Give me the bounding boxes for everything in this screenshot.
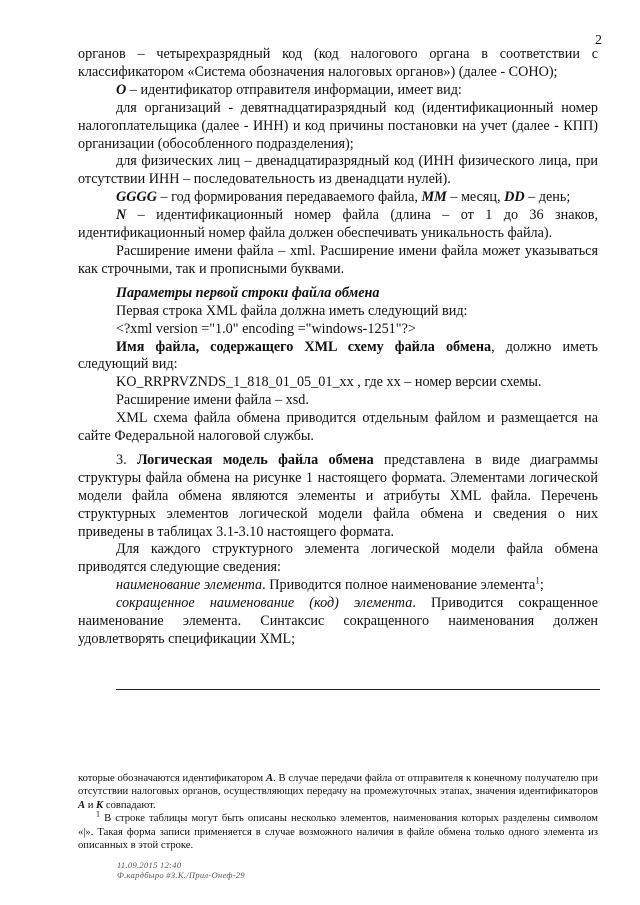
logical-model-label: Логическая модель файла обмена [136,451,374,468]
paragraph: для организаций - девятнадцатиразрядный код (идентификационный номер налогоплательщика (далее - ИНН) и код причины постановки на учет (далее - КПП) организации (обособленного подразделения); [78,99,598,152]
paragraph: для физических лиц – двенадцатиразрядный код (ИНН физического лица, при отсутствии ИНН – последовательность из двенадцати нулей). [78,153,598,188]
footnote-ref: 1 [535,575,540,586]
document-body [78,46,598,649]
section-heading: Параметры первой строки файла обмена [116,284,380,301]
paragraph: N – идентификационный номер файла (длина – от 1 до 36 знаков, идентификационный номер файла должен обеспечивать уникальность файла). [78,207,598,242]
page-number: 2 [595,33,602,48]
paragraph: Имя файла, содержащего XML схему файла обмена, должно иметь следующий вид: [78,338,598,373]
footnotes [78,772,598,852]
term-mm: MM [421,189,447,206]
paragraph: Для каждого структурного элемента логической модели файла обмена приводятся следующие сведения: [78,541,598,576]
term-n: N [116,207,127,224]
element-code-term: сокращенное наименование (код) элемента [116,595,413,612]
xml-declaration: <?xml version ="1.0" encoding ="windows-1251"?> [116,320,416,337]
schema-name-label: Имя файла, содержащего XML схему файла обмена [116,338,492,355]
paragraph: Первая строка XML файла должна иметь следующий вид: [116,302,468,319]
paragraph: Расширение имени файла – xsd. [116,392,309,409]
paragraph: сокращенное наименование (код) элемента. Приводится сокращенное наименование элемента. Синтаксис сокращенного наименования должен удовлетворять спецификации XML; [78,595,598,647]
paragraph: 3. Логическая модель файла обмена представлена в виде диаграммы структуры файла обмена на рисунке 1 настоящего формата. Элементами логической модели файла обмена являются элементы и атрибуты XML файла. Перечень структурных элементов логической модели файла обмена и сведения о них приведены в таблицах 3.1-3.10 настоящего формата. [78,451,599,540]
schema-file-name: KO_RRPRVZNDS_1_818_01_05_01_xx , где хх – номер версии схемы. [116,374,542,391]
print-stamp [117,860,245,880]
footnote-1: $^1$ В строке таблицы могут быть описаны несколько элементов, наименования которых разделены символом «|». Такая форма записи применяется в случае возможного наличия в файле обмена только одного элемента из описанных в этой строке. [78,809,598,852]
term-gggg: GGGG [116,189,157,206]
footnote-divider [116,689,600,690]
paragraph: XML схема файла обмена приводится отдельным файлом и размещается на сайте Федеральной налоговой службы. [78,410,598,445]
paragraph: органов – четырехразрядный код (код налогового органа в соответствии с классификатором «Система обозначения налоговых органов») (далее - СОНО); [78,46,598,80]
paragraph: наименование элемента. Приводится полное наименование элемента$^1$; [116,575,544,594]
paragraph: O – идентификатор отправителя информации, имеет вид: [116,81,462,98]
stamp-date: 11.09.2015 12:40 [117,860,182,870]
element-name-term: наименование элемента [116,577,263,594]
paragraph: Расширение имени файла – xml. Расширение имени файла может указываться как строчными, так и прописными буквами. [78,242,598,277]
term-o: O [116,81,127,98]
footnote-continuation: которые обозначаются идентификатором А. В случае передачи файла от отправителя к конечному получателю при отсутствии налоговых органов, осуществляющих передачу на промежуточных этапах, значения идентификаторов А и К совпадают. [78,773,598,811]
paragraph: GGGG – год формирования передаваемого файла, MM – месяц, DD – день; [116,189,571,206]
stamp-path: Ф.кардбыро #З.К./Прил-Онеф-29 [117,870,245,880]
term-dd: DD [504,189,525,206]
